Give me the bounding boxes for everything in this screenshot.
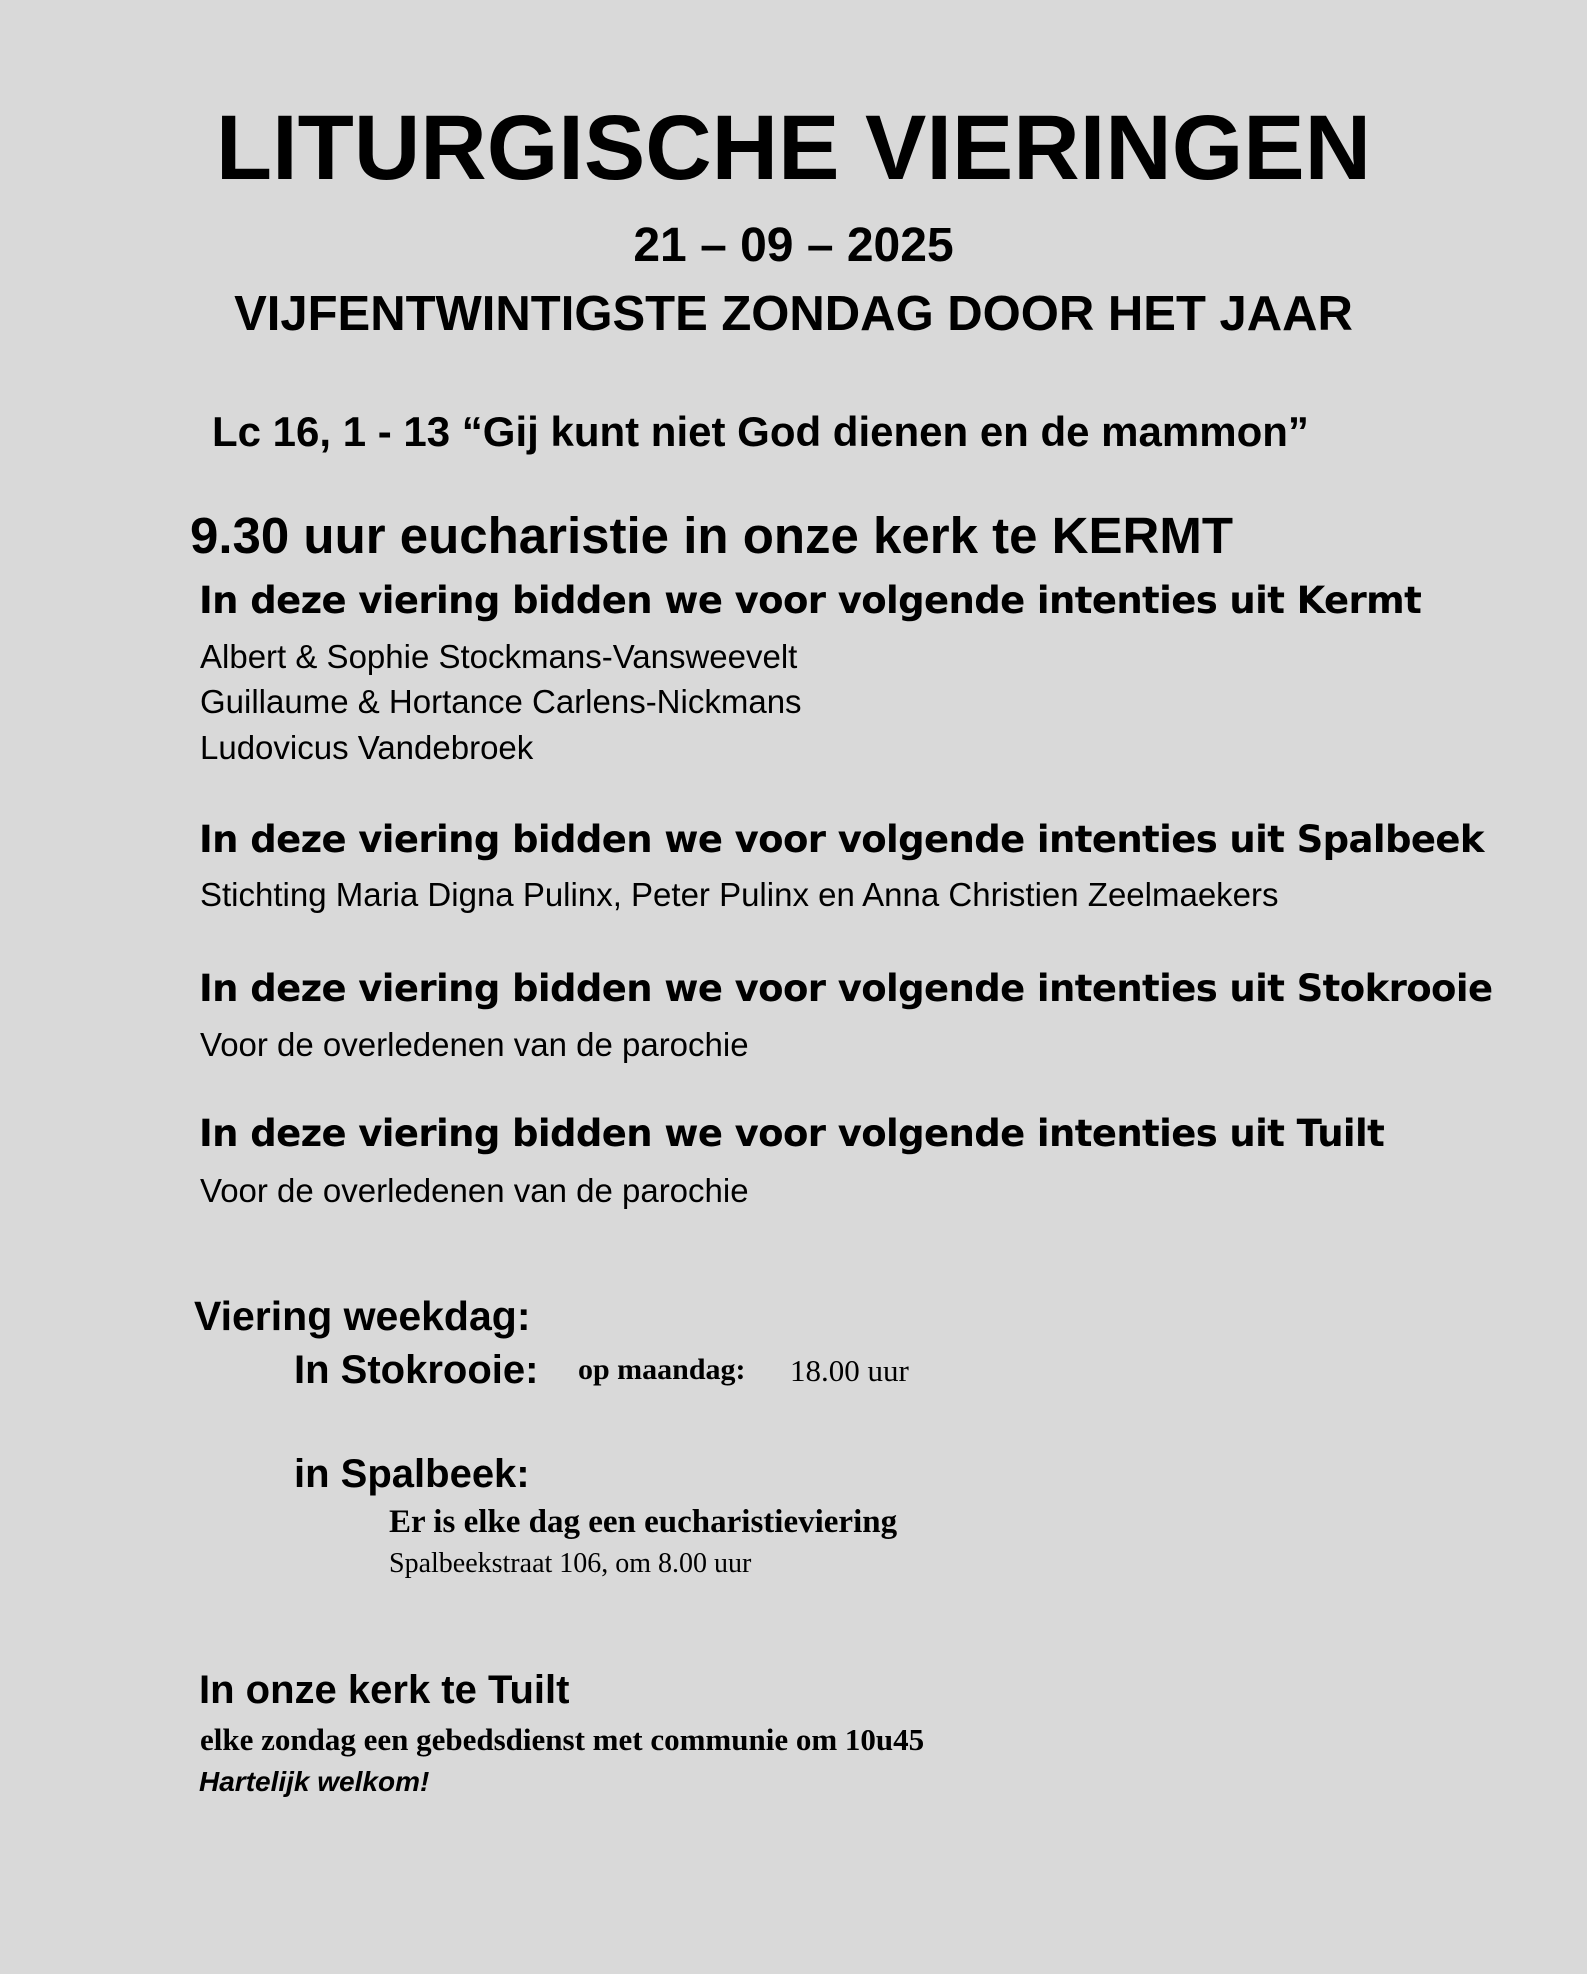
- intention-line: Ludovicus Vandebroek: [200, 729, 534, 766]
- intention-line: Voor de overledenen van de parochie: [200, 1026, 749, 1063]
- weekday-stokrooie-label: In Stokrooie:: [294, 1348, 539, 1392]
- mass-heading: 9.30 uur eucharistie in onze kerk te KERMT: [190, 507, 1233, 564]
- welcome-text: Hartelijk welkom!: [199, 1766, 430, 1797]
- liturgical-sunday: VIJFENTWINTIGSTE ZONDAG DOOR HET JAAR: [234, 287, 1353, 341]
- weekday-stokrooie-time: 18.00 uur: [790, 1353, 909, 1388]
- intentions-heading-tuilt: In deze viering bidden we voor volgende intenties uit Tuilt: [199, 1112, 1385, 1155]
- intention-line: Voor de overledenen van de parochie: [200, 1172, 749, 1209]
- intentions-heading-kermt: In deze viering bidden we voor volgende intenties uit Kermt: [199, 579, 1422, 622]
- intentions-heading-stokrooie: In deze viering bidden we voor volgende intenties uit Stokrooie: [199, 967, 1493, 1010]
- weekday-spalbeek-label: in Spalbeek:: [294, 1452, 530, 1496]
- page-title: LITURGISCHE VIERINGEN: [215, 97, 1372, 199]
- intention-line: Stichting Maria Digna Pulinx, Peter Pulinx en Anna Christien Zeelmaekers: [200, 876, 1279, 913]
- tuilt-service-line: elke zondag een gebedsdienst met communie om 10u45: [200, 1722, 925, 1757]
- weekday-stokrooie-day: op maandag:: [578, 1353, 746, 1386]
- weekday-spalbeek-line2: Spalbeekstraat 106, om 8.00 uur: [389, 1548, 752, 1579]
- weekday-spalbeek-line1: Er is elke dag een eucharistieviering: [389, 1504, 898, 1540]
- intention-line: Guillaume & Hortance Carlens-Nickmans: [200, 683, 802, 720]
- celebration-date: 21 – 09 – 2025: [633, 219, 954, 272]
- intentions-heading-spalbeek: In deze viering bidden we voor volgende intenties uit Spalbeek: [199, 818, 1484, 861]
- gospel-reading: Lc 16, 1 - 13 “Gij kunt niet God dienen en de mammon”: [212, 408, 1309, 455]
- weekday-title: Viering weekdag:: [194, 1293, 531, 1339]
- intention-line: Albert & Sophie Stockmans-Vansweevelt: [200, 638, 798, 675]
- tuilt-title: In onze kerk te Tuilt: [199, 1668, 570, 1712]
